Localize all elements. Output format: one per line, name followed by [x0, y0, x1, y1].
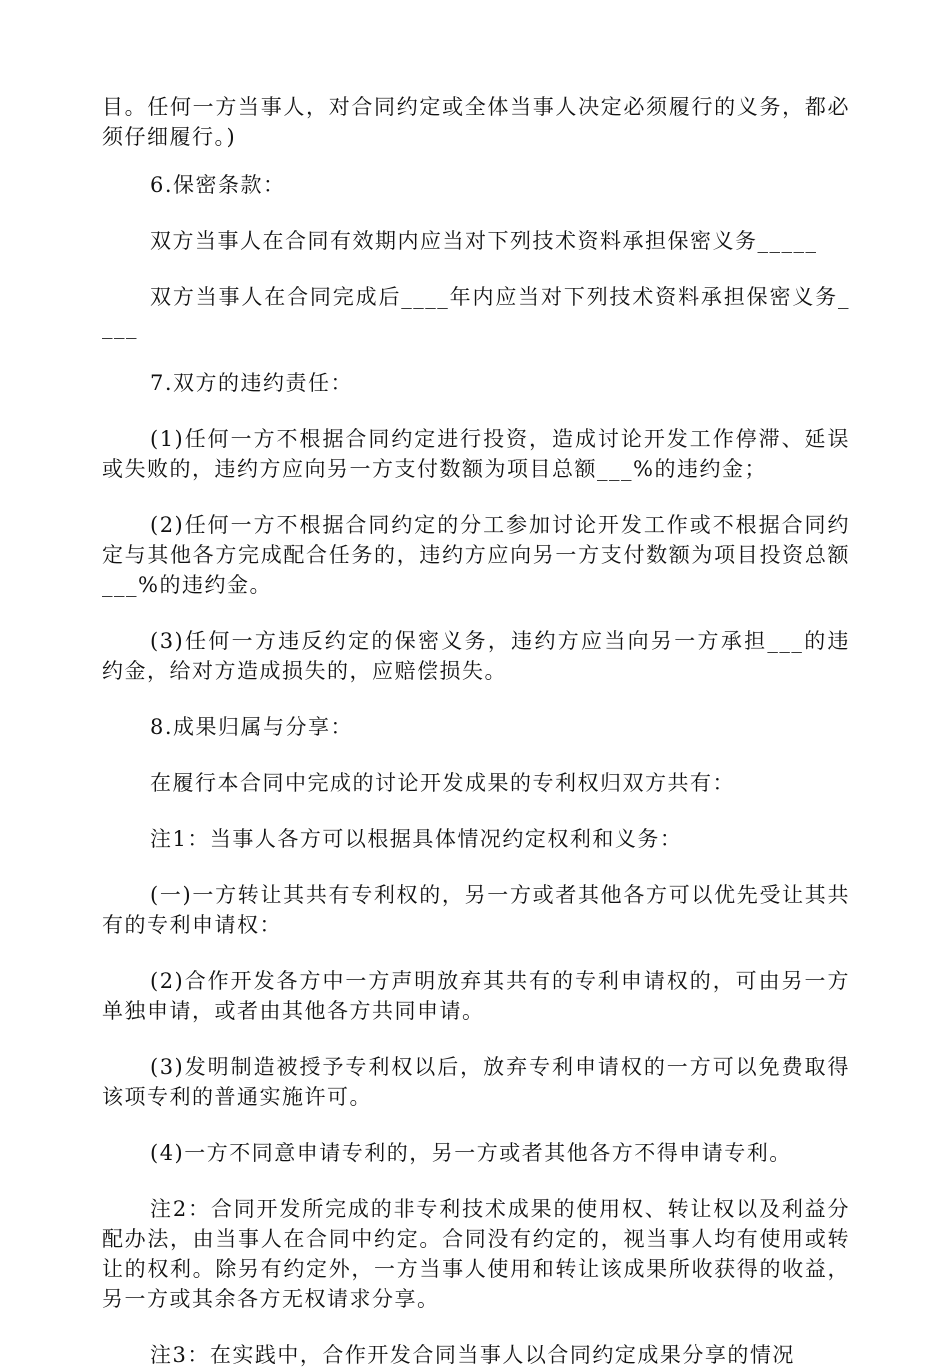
paragraph-item-4: (4)一方不同意申请专利的，另一方或者其他各方不得申请专利。 [150, 1141, 792, 1165]
note-2: 注2：合同开发所完成的非专利技术成果的使用权、转让权以及利益分配办法，由当事人在合同中约定。合同没有约定的，视当事人均有使用或转让的权利。除另有约定外，一方当事人使用和转让该成果所收获得的收益，另一方或其余各方无权请求分享。 [102, 1197, 850, 1311]
note-3: 注3：在实践中，合作开发合同当事人以合同约定成果分享的情况 [150, 1343, 795, 1367]
section-heading-liability: 7.双方的违约责任： [150, 371, 354, 395]
paragraph-item-2: (2)合作开发各方中一方声明放弃其共有的专利申请权的，可由另一方单独申请，或者由其他各方共同申请。 [102, 969, 850, 1023]
note-1: 注1：当事人各方可以根据具体情况约定权利和义务： [150, 827, 683, 851]
paragraph-confidentiality-term: 双方当事人在合同有效期内应当对下列技术资料承担保密义务_____ [150, 229, 818, 253]
paragraph-item-3: (3)发明制造被授予专利权以后，放弃专利申请权的一方可以免费取得该项专利的普通实施许可。 [102, 1055, 850, 1109]
paragraph-liability-2: (2)任何一方不根据合同约定的分工参加讨论开发工作或不根据合同约定与其他各方完成配合任务的，违约方应向另一方支付数额为项目投资总额___%的违约金。 [102, 513, 850, 597]
document-page [102, 92, 850, 1370]
paragraph-patent-ownership: 在履行本合同中完成的讨论开发成果的专利权归双方共有： [150, 771, 735, 795]
paragraph-liability-1: (1)任何一方不根据合同约定进行投资，造成讨论开发工作停滞、延误或失败的，违约方应向另一方支付数额为项目总额___%的违约金； [102, 427, 850, 481]
paragraph-confidentiality-after: 双方当事人在合同完成后____年内应当对下列技术资料承担保密义务____ [102, 285, 850, 339]
paragraph-item-1: (一)一方转让其共有专利权的，另一方或者其他各方可以优先受让其共有的专利申请权： [102, 883, 850, 937]
section-heading-results: 8.成果归属与分享： [150, 715, 354, 739]
paragraph-continuation: 目。任何一方当事人，对合同约定或全体当事人决定必须履行的义务，都必须仔细履行。) [102, 95, 850, 149]
section-heading-confidentiality: 6.保密条款： [150, 173, 286, 197]
paragraph-liability-3: (3)任何一方违反约定的保密义务，违约方应当向另一方承担___的违约金，给对方造成损失的，应赔偿损失。 [102, 629, 850, 683]
